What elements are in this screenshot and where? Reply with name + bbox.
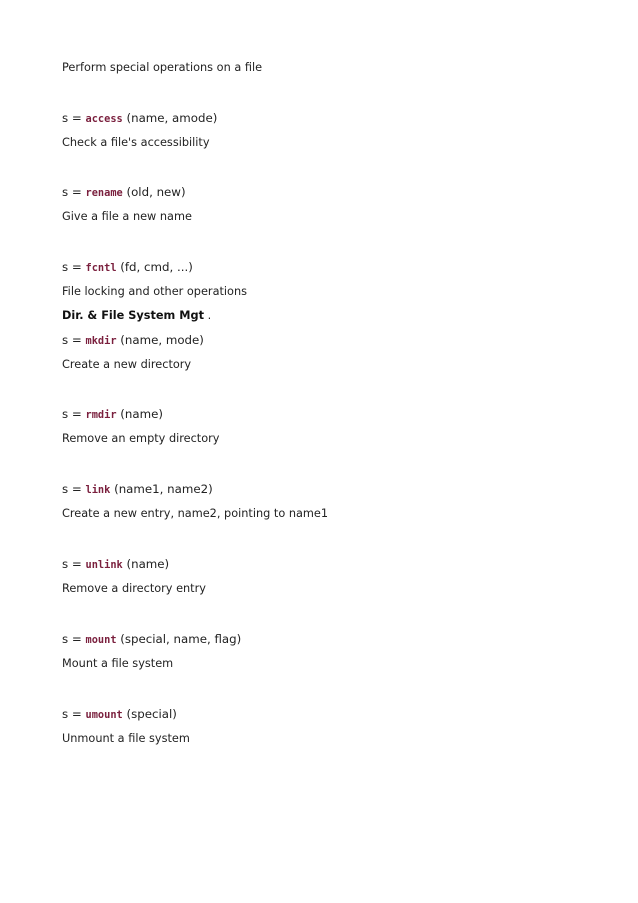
syscall-fcntl [62,260,193,275]
function-args: (name, mode) [116,333,204,347]
syscall-mkdir [62,333,204,348]
assign-prefix: s = [62,632,86,646]
function-name: mkdir [85,335,117,347]
syscall-description: Create a new entry, name2, pointing to name1 [62,507,329,520]
assign-prefix: s = [62,111,86,125]
assign-prefix: s = [62,260,86,274]
function-args: (special, name, flag) [116,632,242,646]
function-args: (name) [122,557,170,571]
assign-prefix: s = [62,185,86,199]
assign-prefix: s = [62,482,86,496]
syscall-description: Create a new directory [62,358,192,371]
function-args: (fd, cmd, ...) [116,260,193,274]
function-name: umount [85,709,123,721]
function-name: fcntl [85,262,117,274]
function-name: link [85,484,111,496]
function-name: rmdir [85,409,117,421]
syscall-description: Remove an empty directory [62,432,220,445]
function-name: mount [85,634,117,646]
assign-prefix: s = [62,707,86,721]
syscall-unlink [62,557,169,572]
syscall-rename [62,185,186,200]
function-name: rename [85,187,123,199]
syscall-access [62,111,217,126]
function-args: (name, amode) [122,111,218,125]
syscall-rmdir [62,407,163,422]
syscall-description: Remove a directory entry [62,582,206,595]
syscall-description: Mount a file system [62,657,174,670]
section-heading-suffix: . [204,309,212,322]
function-args: (name) [116,407,163,421]
syscall-description: Check a file's accessibility [62,136,210,149]
syscall-description: File locking and other operations [62,285,248,298]
section-heading [62,309,211,323]
syscall-link [62,482,213,497]
syscall-umount [62,707,177,722]
function-name: unlink [85,559,123,571]
intro-text: Perform special operations on a file [62,61,263,74]
assign-prefix: s = [62,557,86,571]
assign-prefix: s = [62,407,86,421]
function-args: (name1, name2) [110,482,213,496]
syscall-description: Unmount a file system [62,732,190,745]
section-heading-title: Dir. & File System Mgt [62,309,204,322]
function-args: (old, new) [122,185,186,199]
function-name: access [85,113,123,125]
syscall-description: Give a file a new name [62,210,192,223]
syscall-mount [62,632,241,647]
assign-prefix: s = [62,333,86,347]
function-args: (special) [122,707,177,721]
